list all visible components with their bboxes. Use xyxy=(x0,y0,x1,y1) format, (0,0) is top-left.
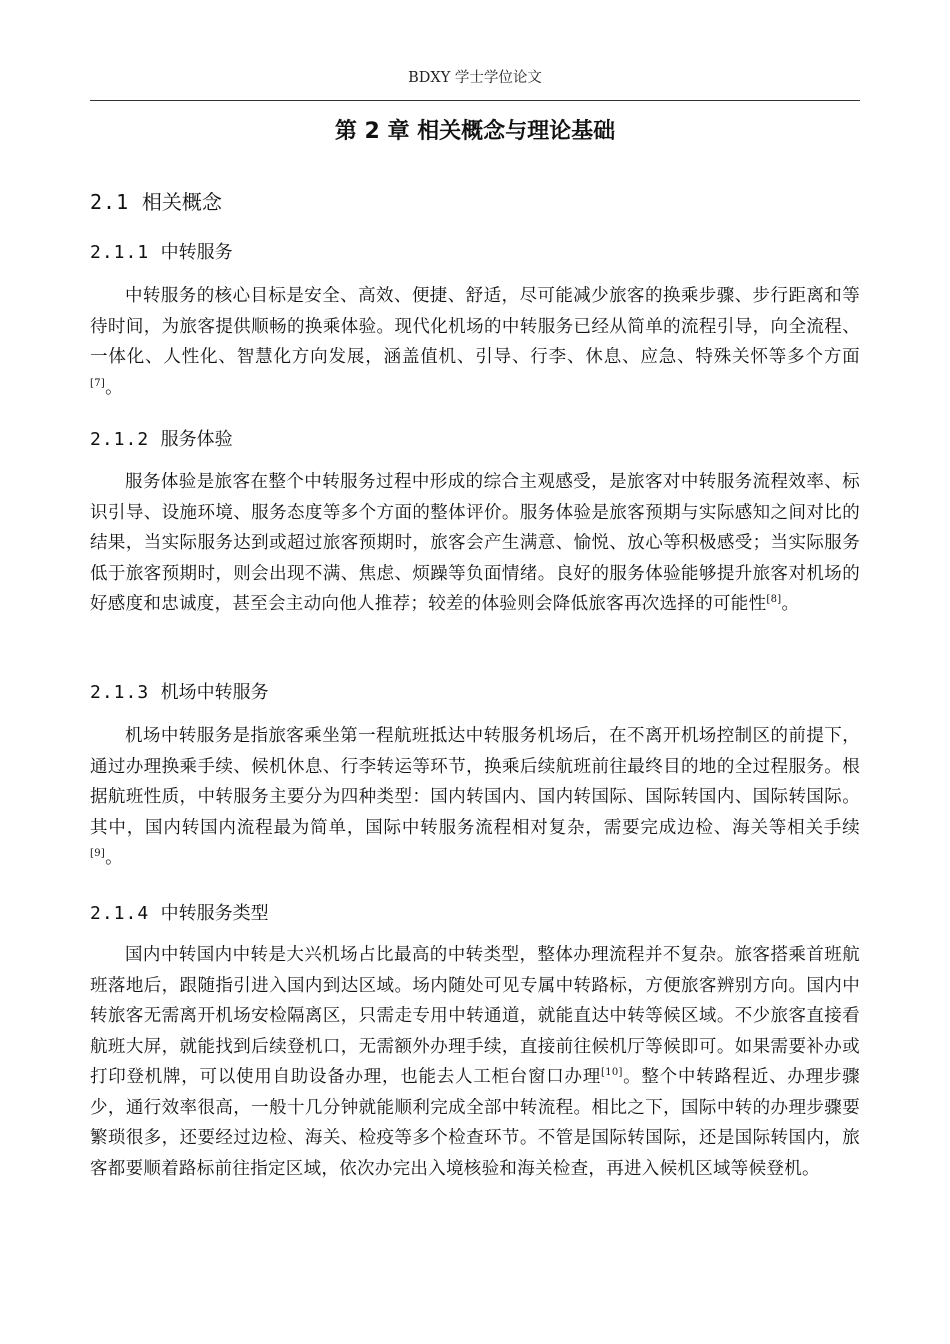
paragraph-text: 中转服务的核心目标是安全、高效、便捷、舒适，尽可能减少旅客的换乘步骤、步行距离和等待时间，为旅客提供顺畅的换乘体验。现代化机场的中转服务已经从简单的流程引导，向全流程、一体化、人性化、智慧化方向发展，涵盖值机、引导、行李、休息、应急、特殊关怀等多个方面 xyxy=(90,286,860,367)
section-number: 2.1 xyxy=(90,190,130,214)
subsection-number: 2.1.3 xyxy=(90,682,150,703)
citation[interactable]: [10] xyxy=(601,1067,623,1078)
running-header: BDXY 学士学位论文 xyxy=(408,70,542,86)
paragraph-text-tail: 。整个中转路程近、办理步骤少，通行效率很高，一般十几分钟就能顺利完成全部中转流程。相比之下，国际中转的办理步骤要繁琐很多，还要经过边检、海关、检疫等多个检查环节。不管是国际转国际，还是国际转国内，旅客都要顺着路标前往指定区域，依次办完出入境核验和海关检查，再进入候机区域等候登机。 xyxy=(90,1067,860,1179)
subsection-title: 机场中转服务 xyxy=(160,682,269,703)
subsection-heading xyxy=(90,900,860,928)
citation[interactable]: [9] xyxy=(90,848,106,859)
subsection-title: 中转服务 xyxy=(160,242,233,263)
header-rule xyxy=(90,100,860,101)
chapter-title: 第 2 章 相关概念与理论基础 xyxy=(334,119,616,144)
subsection-number: 2.1.4 xyxy=(90,903,150,924)
paragraph xyxy=(90,721,860,874)
paragraph-text: 服务体验是旅客在整个中转服务过程中形成的综合主观感受，是旅客对中转服务流程效率、标识引导、设施环境、服务态度等多个方面的整体评价。服务体验是旅客预期与实际感知之间对比的结果，当实际服务达到或超过旅客预期时，旅客会产生满意、愉悦、放心等积极感受；当实际服务低于旅客预期时，则会出现不满、焦虑、烦躁等负面情绪。良好的服务体验能够提升旅客对机场的好感度和忠诚度，甚至会主动向他人推荐；较差的体验则会降低旅客再次选择的可能性 xyxy=(90,472,860,614)
citation[interactable]: [7] xyxy=(90,377,106,389)
subsection-heading xyxy=(90,679,860,707)
subsection-number: 2.1.2 xyxy=(90,429,150,450)
subsection-title: 中转服务类型 xyxy=(160,903,269,924)
subsection-heading xyxy=(90,426,860,454)
subsection-heading xyxy=(90,239,860,267)
paragraph-text-tail: 。 xyxy=(781,594,800,614)
paragraph-text-tail: 。 xyxy=(105,848,123,868)
paragraph xyxy=(90,281,860,403)
paragraph xyxy=(90,940,860,1184)
section-title: 相关概念 xyxy=(141,190,222,214)
subsection-title: 服务体验 xyxy=(160,429,233,450)
paragraph-text-tail: 。 xyxy=(105,377,123,398)
paragraph-text: 机场中转服务是指旅客乘坐第一程航班抵达中转服务机场后，在不离开机场控制区的前提下，通过办理换乘手续、候机休息、行李转运等环节，换乘后续航班前往最终目的地的全过程服务。根据航班性质，中转服务主要分为四种类型：国内转国内、国内转国际、国际转国内、国际转国际。其中，国内转国内流程最为简单，国际中转服务流程相对复杂，需要完成边检、海关等相关手续 xyxy=(90,726,860,838)
section-heading xyxy=(90,187,860,217)
paragraph-text: 国内中转国内中转是大兴机场占比最高的中转类型，整体办理流程并不复杂。旅客搭乘首班航班落地后，跟随指引进入国内到达区域。场内随处可见专属中转路标，方便旅客辨别方向。国内中转旅客无需离开机场安检隔离区，只需走专用中转通道，就能直达中转等候区域。不少旅客直接看航班大屏，就能找到后续登机口，无需额外办理手续，直接前往候机厅等候即可。如果需要补办或打印登机牌，可以使用自助设备办理，也能去人工柜台窗口办理 xyxy=(90,945,860,1087)
citation[interactable]: [8] xyxy=(766,594,782,605)
paragraph xyxy=(90,467,860,620)
subsection-number: 2.1.1 xyxy=(90,242,150,263)
